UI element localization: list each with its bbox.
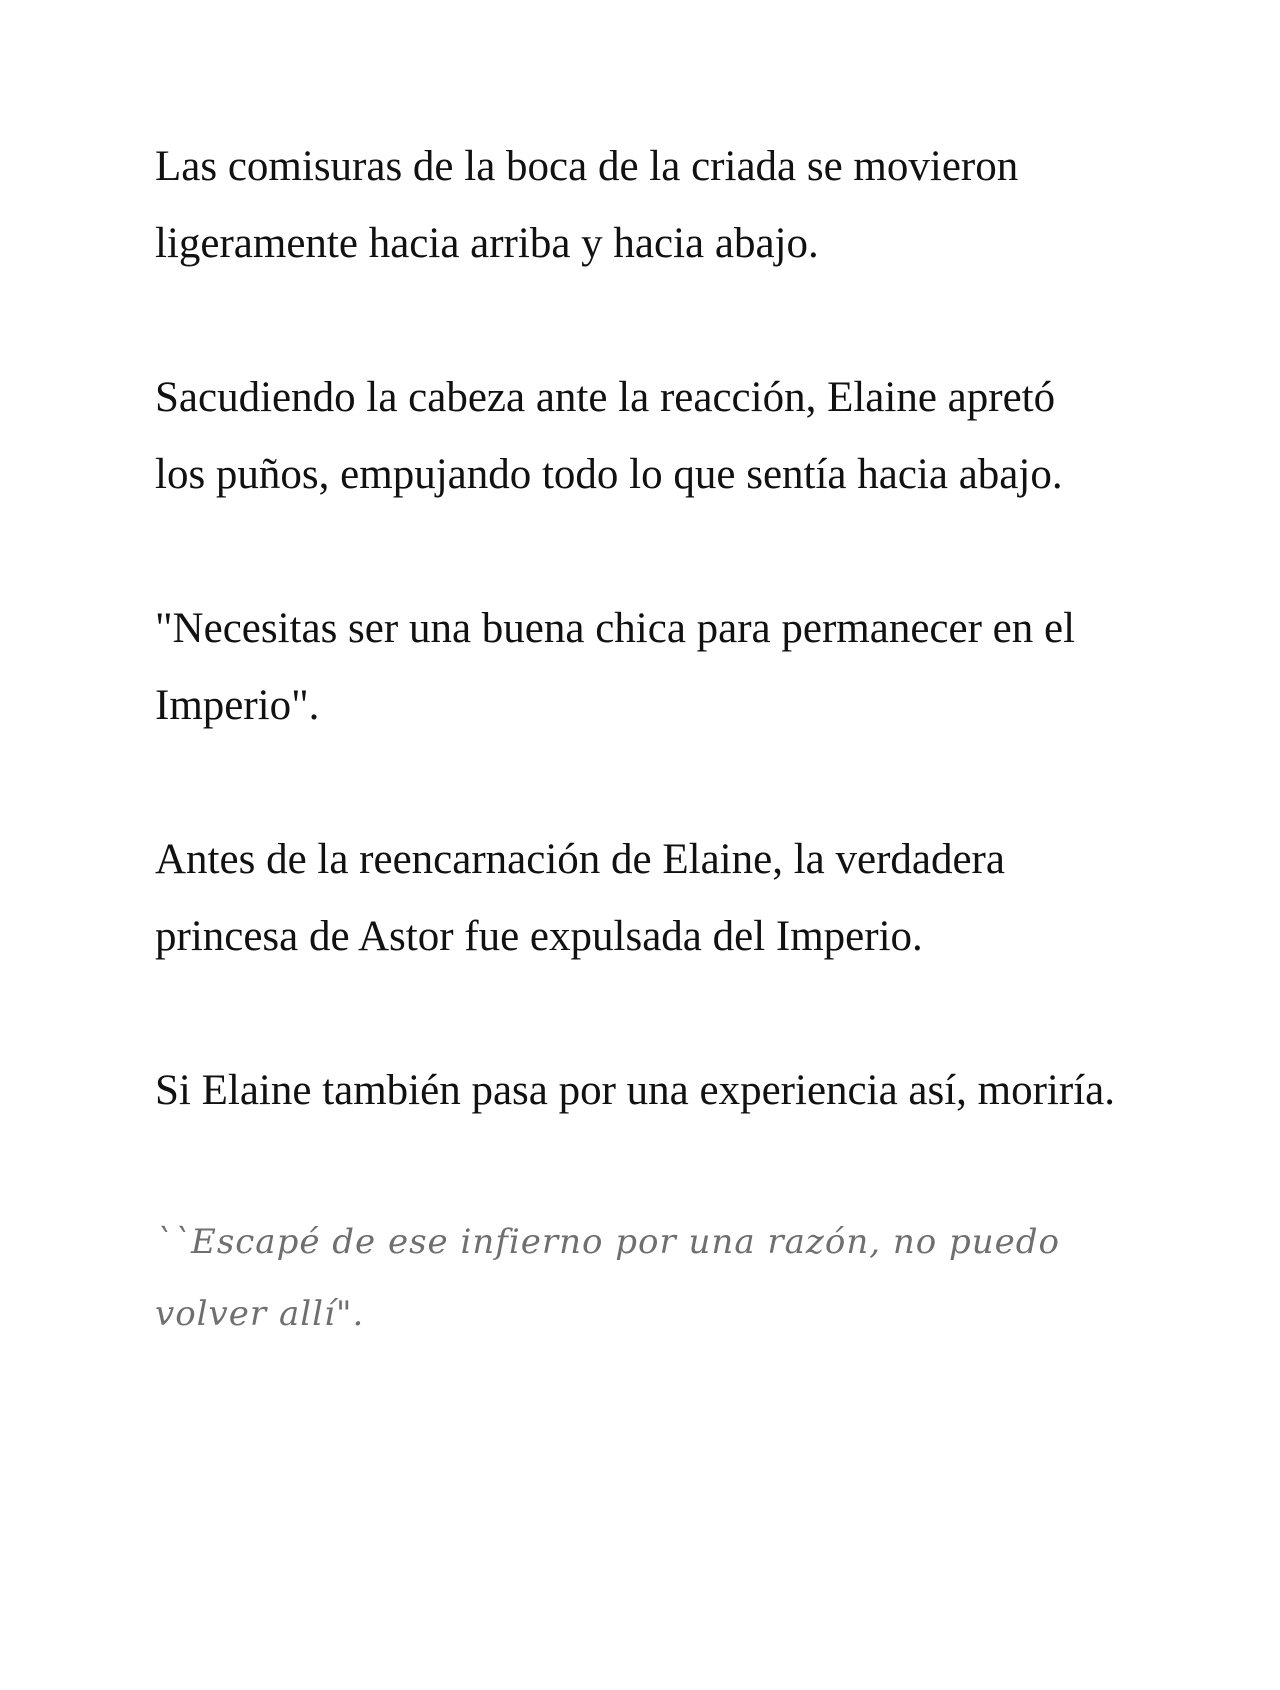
inner-thought: ``Escapé de ese infierno por una razón, no puedo volver allí".: [155, 1222, 1061, 1334]
text-column: [155, 128, 1115, 1350]
paragraph: "Necesitas ser una buena chica para permanecer en el Imperio".: [155, 605, 1076, 729]
paragraph: Si Elaine también pasa por una experiencia así, moriría.: [155, 1067, 1115, 1114]
paragraph: Las comisuras de la boca de la criada se movieron ligeramente hacia arriba y hacia abajo.: [155, 143, 1019, 267]
paragraph: Antes de la reencarnación de Elaine, la verdadera princesa de Astor fue expulsada del Imperio.: [155, 836, 1005, 960]
paragraph: Sacudiendo la cabeza ante la reacción, Elaine apretó los puños, empujando todo lo que sentía hacia abajo.: [155, 374, 1063, 498]
